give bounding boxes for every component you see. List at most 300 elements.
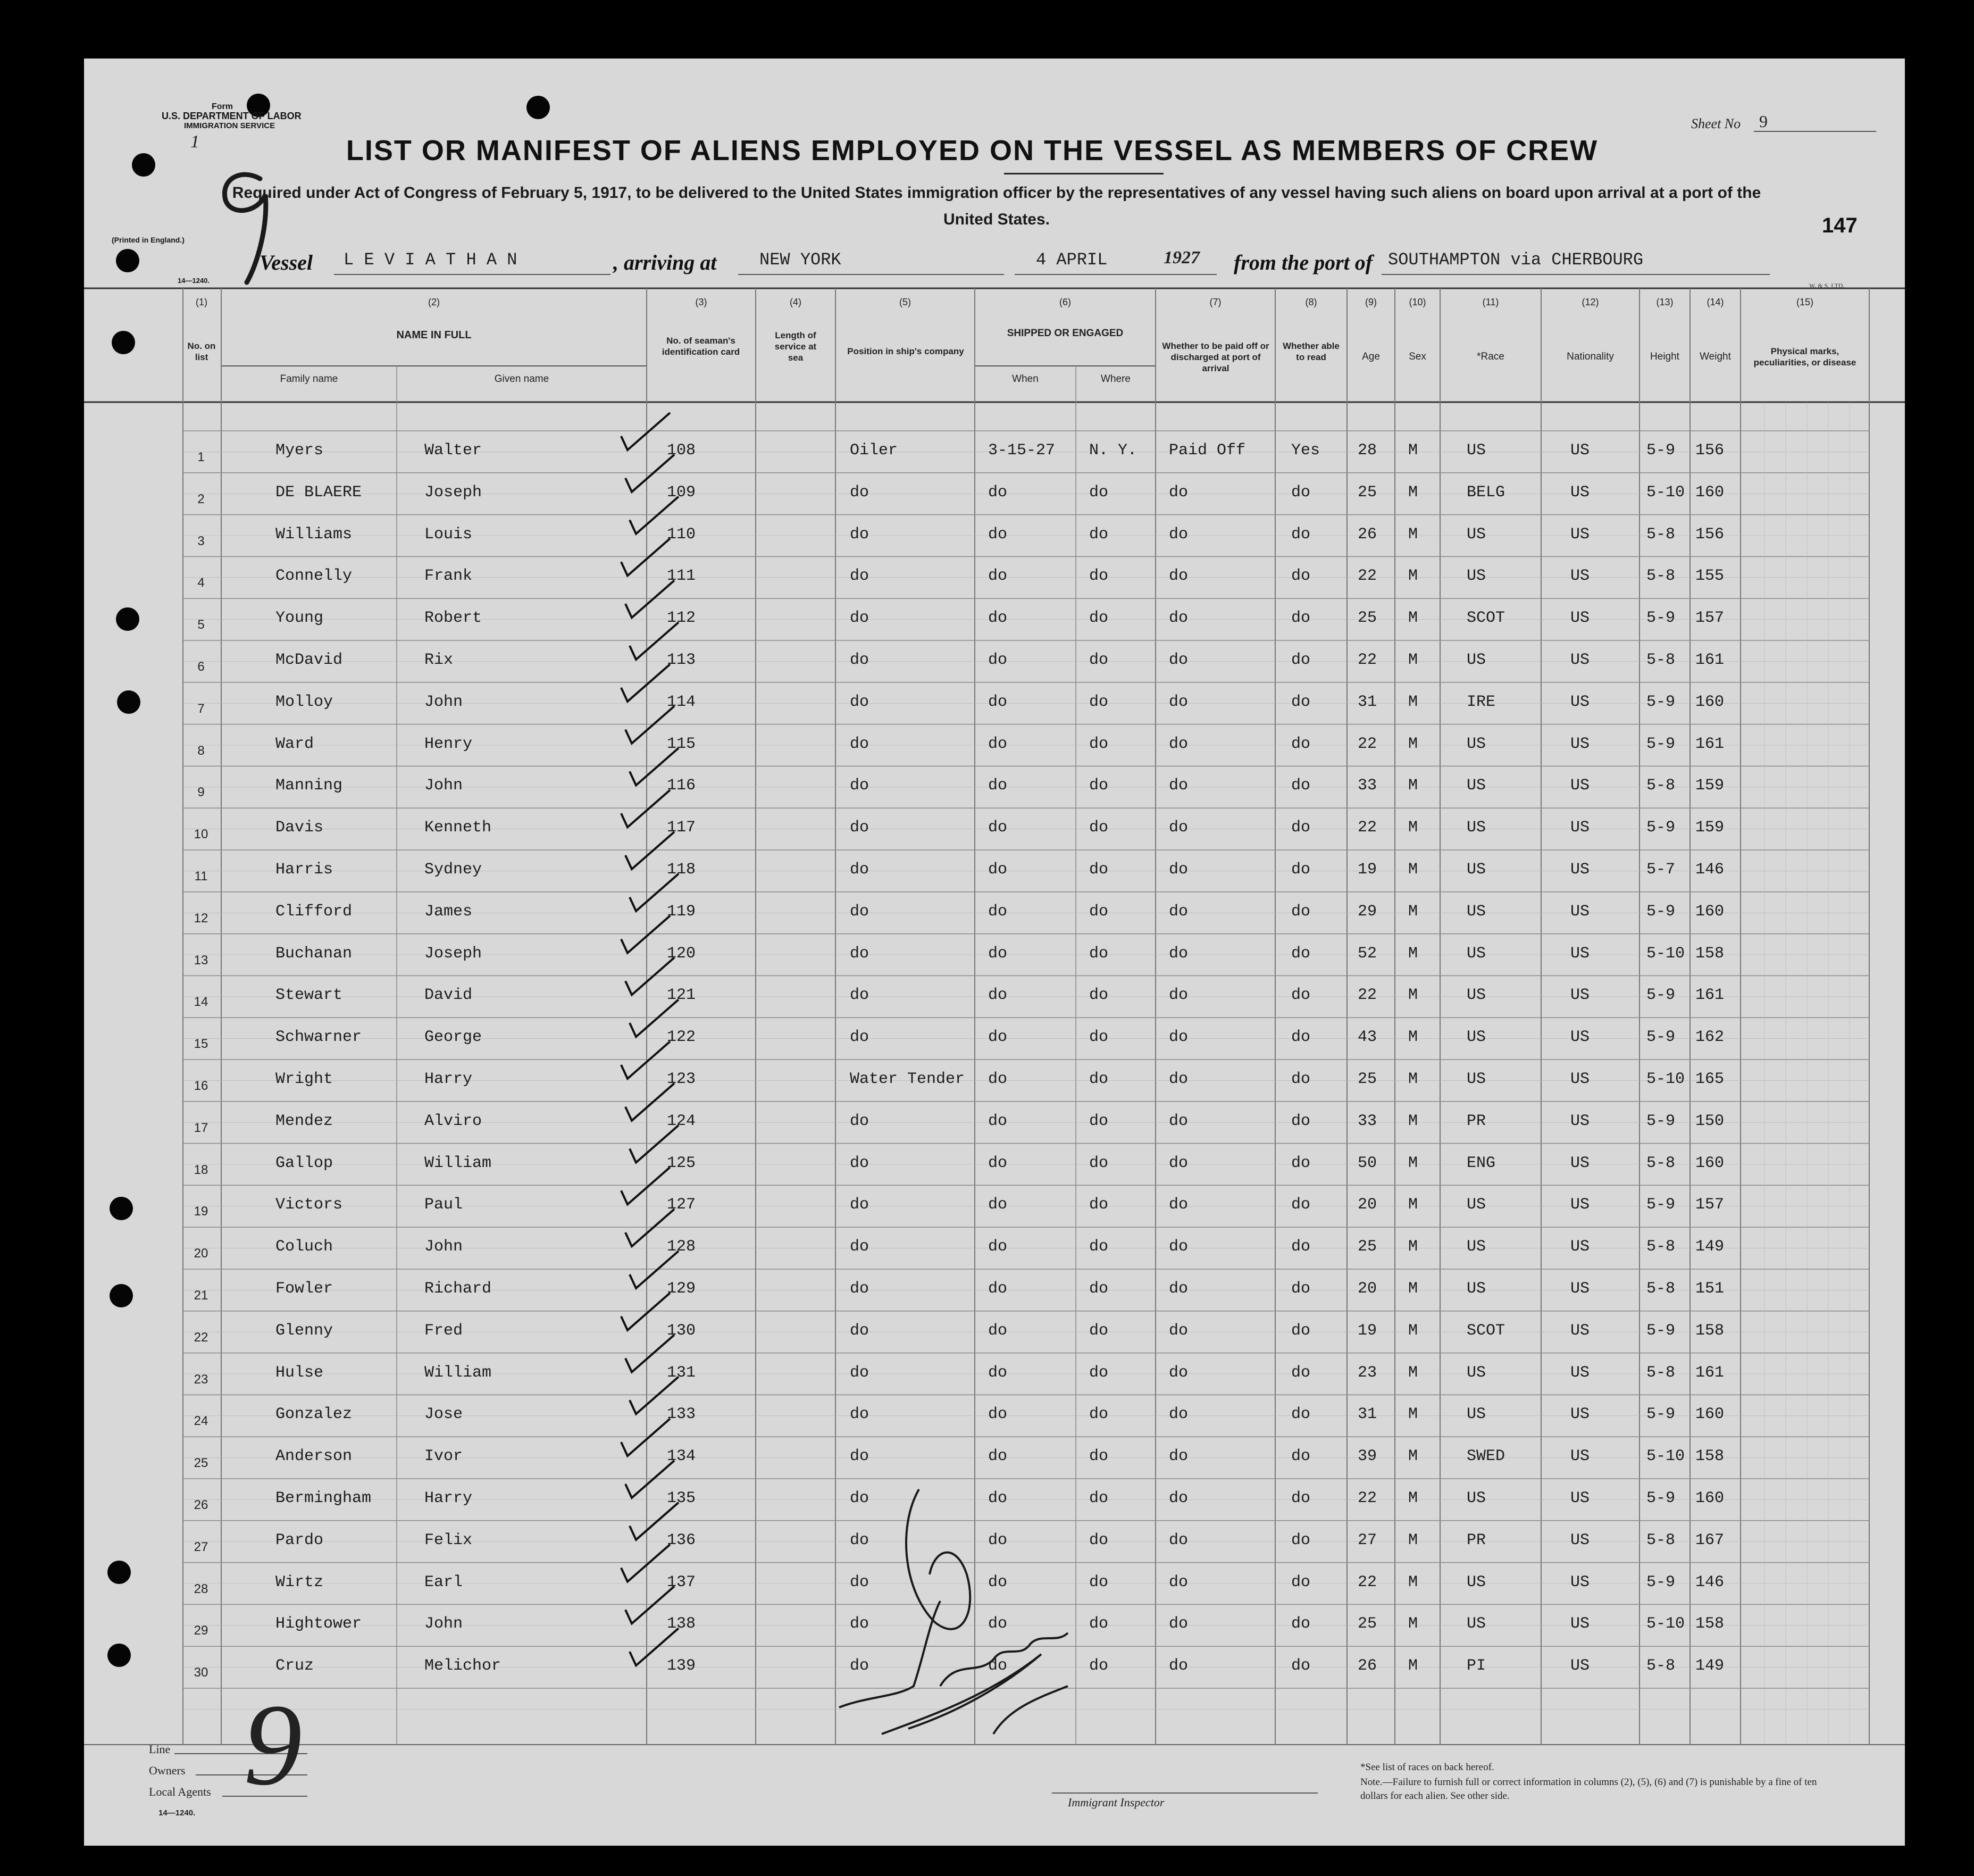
- position-cell: do: [850, 735, 869, 753]
- card-number-cell: 137: [667, 1573, 696, 1591]
- height-cell: 5-8: [1646, 1154, 1676, 1172]
- family-name-cell: Ward: [275, 735, 314, 753]
- col2-number: (2): [428, 297, 440, 307]
- shipped-when-cell: do: [988, 902, 1008, 921]
- age-cell: 26: [1358, 1657, 1377, 1675]
- given-name-cell: Walter: [424, 441, 482, 460]
- table-row: [84, 1353, 1905, 1395]
- position-cell: do: [850, 693, 869, 711]
- able-to-read-cell: do: [1291, 1573, 1311, 1591]
- family-name-cell: Fowler: [275, 1280, 333, 1298]
- sex-cell: M: [1408, 1657, 1418, 1675]
- card-number-cell: 130: [667, 1321, 696, 1340]
- paid-off-cell: do: [1169, 1447, 1189, 1466]
- given-name-cell: Frank: [424, 567, 473, 586]
- paid-off-cell: do: [1169, 609, 1189, 628]
- able-to-read-cell: do: [1291, 693, 1311, 711]
- able-to-read-cell: do: [1291, 567, 1311, 586]
- table-row: [84, 473, 1905, 515]
- shipped-where-cell: do: [1089, 777, 1109, 795]
- race-cell: PR: [1467, 1531, 1486, 1549]
- height-cell: 5-8: [1646, 1531, 1676, 1549]
- card-number-cell: 139: [667, 1657, 696, 1675]
- nationality-cell: US: [1570, 1070, 1590, 1088]
- shipped-where-cell: do: [1089, 1405, 1109, 1424]
- shipped-when-cell: do: [988, 735, 1008, 753]
- nationality-cell: US: [1570, 693, 1590, 711]
- able-to-read-cell: do: [1291, 861, 1311, 879]
- shipped-when-cell: do: [988, 944, 1008, 963]
- footer-agents-label: Local Agents: [149, 1785, 211, 1798]
- paid-off-cell: do: [1169, 1363, 1189, 1382]
- able-to-read-cell: Yes: [1291, 441, 1320, 460]
- race-cell: SWED: [1467, 1447, 1505, 1466]
- given-name-cell: John: [424, 1238, 463, 1256]
- col6-header: SHIPPED OR ENGAGED: [1007, 328, 1124, 339]
- age-cell: 22: [1358, 986, 1377, 1005]
- weight-cell: 151: [1695, 1280, 1725, 1298]
- shipped-when-cell: do: [988, 1112, 1008, 1130]
- race-cell: SCOT: [1467, 609, 1505, 628]
- race-cell: US: [1467, 651, 1486, 669]
- shipped-where-cell: do: [1089, 902, 1109, 921]
- table-row: [84, 1102, 1905, 1144]
- col2-given-header: Given name: [494, 373, 549, 385]
- height-cell: 5-8: [1646, 525, 1676, 544]
- weight-cell: 160: [1695, 902, 1725, 921]
- height-cell: 5-10: [1646, 944, 1685, 963]
- paid-off-cell: do: [1169, 1238, 1189, 1256]
- weight-cell: 146: [1695, 861, 1725, 879]
- age-cell: 26: [1358, 525, 1377, 544]
- race-cell: BELG: [1467, 483, 1505, 502]
- table-row: [84, 934, 1905, 976]
- paid-off-cell: do: [1169, 944, 1189, 963]
- row-number-cell: 23: [194, 1372, 208, 1387]
- shipped-where-cell: do: [1089, 1615, 1109, 1633]
- col7-number: (7): [1209, 297, 1222, 307]
- card-number-cell: 135: [667, 1489, 696, 1507]
- page-title: LIST OR MANIFEST OF ALIENS EMPLOYED ON THE VESSEL AS MEMBERS OF CREW: [346, 135, 1599, 166]
- height-cell: 5-9: [1646, 735, 1676, 753]
- age-cell: 50: [1358, 1154, 1377, 1172]
- table-row: [84, 598, 1905, 640]
- height-cell: 5-8: [1646, 1238, 1676, 1256]
- card-number-cell: 117: [667, 819, 696, 837]
- paid-off-cell: do: [1169, 777, 1189, 795]
- card-number-cell: 120: [667, 944, 696, 963]
- nationality-cell: US: [1570, 735, 1590, 753]
- weight-cell: 167: [1695, 1531, 1725, 1549]
- shipped-where-cell: do: [1089, 1447, 1109, 1466]
- card-number-cell: 121: [667, 986, 696, 1005]
- shipped-when-cell: do: [988, 609, 1008, 628]
- sex-cell: M: [1408, 1447, 1418, 1466]
- row-number-cell: 18: [194, 1162, 208, 1177]
- shipped-when-cell: do: [988, 1028, 1008, 1047]
- nationality-cell: US: [1570, 1112, 1590, 1130]
- paid-off-cell: do: [1169, 1531, 1189, 1549]
- sex-cell: M: [1408, 651, 1418, 669]
- shipped-where-cell: do: [1089, 483, 1109, 502]
- family-name-cell: Schwarner: [275, 1028, 362, 1047]
- col14-header: Weight: [1700, 351, 1731, 362]
- paid-off-cell: do: [1169, 1405, 1189, 1424]
- row-number-cell: 21: [194, 1288, 208, 1303]
- shipped-when-cell: do: [988, 1363, 1008, 1382]
- height-cell: 5-8: [1646, 777, 1676, 795]
- nationality-cell: US: [1570, 1447, 1590, 1466]
- nationality-cell: US: [1570, 1405, 1590, 1424]
- sex-cell: M: [1408, 986, 1418, 1005]
- height-cell: 5-10: [1646, 1070, 1685, 1088]
- shipped-where-cell: do: [1089, 1070, 1109, 1088]
- height-cell: 5-9: [1646, 902, 1676, 921]
- form-label: Form: [212, 102, 233, 111]
- family-name-cell: Hightower: [275, 1615, 362, 1633]
- given-name-cell: Rix: [424, 651, 454, 669]
- weight-cell: 160: [1695, 1154, 1725, 1172]
- position-cell: Water Tender: [850, 1070, 965, 1088]
- card-number-cell: 111: [667, 567, 696, 586]
- col1-header: No. on list: [187, 341, 216, 362]
- position-cell: do: [850, 1321, 869, 1340]
- height-cell: 5-7: [1646, 861, 1676, 879]
- family-name-cell: Glenny: [275, 1321, 333, 1340]
- col14-number: (14): [1707, 297, 1724, 307]
- given-name-cell: James: [424, 902, 473, 921]
- card-number-cell: 114: [667, 693, 696, 711]
- height-cell: 5-9: [1646, 1028, 1676, 1047]
- table-row: [84, 1185, 1905, 1227]
- penalty-note: Note.—Failure to furnish full or correct information in columns (2), (5), (6) and (7) is punishable by a fine of ten dollars for each alien. See other side.: [1360, 1777, 1817, 1802]
- inspector-signature: [818, 1484, 1116, 1750]
- age-cell: 25: [1358, 483, 1377, 502]
- card-number-cell: 115: [667, 735, 696, 753]
- col1-number: (1): [196, 297, 207, 307]
- height-cell: 5-8: [1646, 1363, 1676, 1382]
- family-name-cell: Anderson: [275, 1447, 353, 1466]
- sex-cell: M: [1408, 1405, 1418, 1424]
- given-name-cell: Felix: [424, 1531, 473, 1549]
- weight-cell: 156: [1695, 525, 1725, 544]
- shipped-where-cell: do: [1089, 1280, 1109, 1298]
- sex-cell: M: [1408, 944, 1418, 963]
- position-cell: do: [850, 567, 869, 586]
- card-number-cell: 138: [667, 1615, 696, 1633]
- paid-off-cell: do: [1169, 1196, 1189, 1214]
- family-name-cell: Buchanan: [275, 944, 353, 963]
- nationality-cell: US: [1570, 902, 1590, 921]
- given-name-cell: Paul: [424, 1196, 463, 1214]
- position-cell: do: [850, 1196, 869, 1214]
- row-number-cell: 20: [194, 1246, 208, 1261]
- able-to-read-cell: do: [1291, 651, 1311, 669]
- shipped-where-cell: do: [1089, 1531, 1109, 1549]
- height-cell: 5-9: [1646, 986, 1676, 1005]
- able-to-read-cell: do: [1291, 525, 1311, 544]
- paid-off-cell: do: [1169, 651, 1189, 669]
- age-cell: 25: [1358, 609, 1377, 628]
- col10-header: Sex: [1409, 351, 1426, 362]
- shipped-where-cell: do: [1089, 944, 1109, 963]
- col13-header: Height: [1650, 351, 1679, 362]
- col8-header: Whether able to read: [1283, 341, 1340, 362]
- row-number-cell: 27: [194, 1539, 208, 1554]
- col8-number: (8): [1305, 297, 1317, 307]
- height-cell: 5-8: [1646, 651, 1676, 669]
- height-cell: 5-9: [1646, 1489, 1676, 1507]
- footer-form-number: 14—1240.: [158, 1808, 196, 1817]
- nationality-cell: US: [1570, 567, 1590, 586]
- card-number-cell: 118: [667, 861, 696, 879]
- col3-header: No. of seaman's identification card: [662, 336, 740, 357]
- race-cell: PI: [1467, 1657, 1486, 1675]
- sex-cell: M: [1408, 777, 1418, 795]
- weight-cell: 161: [1695, 735, 1725, 753]
- age-cell: 22: [1358, 567, 1377, 586]
- sheet-number: 9: [1759, 112, 1768, 131]
- weight-cell: 160: [1695, 483, 1725, 502]
- row-number-cell: 16: [194, 1079, 208, 1093]
- given-name-cell: Ivor: [424, 1447, 463, 1466]
- race-cell: US: [1467, 819, 1486, 837]
- manifest-sheet: [84, 59, 1905, 1846]
- weight-cell: 158: [1695, 944, 1725, 963]
- age-cell: 22: [1358, 735, 1377, 753]
- row-number-cell: 6: [197, 660, 205, 674]
- given-name-cell: Jose: [424, 1405, 463, 1424]
- table-row: [84, 1437, 1905, 1479]
- table-row: [84, 431, 1905, 473]
- shipped-where-cell: do: [1089, 986, 1109, 1005]
- age-cell: 22: [1358, 1573, 1377, 1591]
- col2-family-header: Family name: [280, 373, 338, 385]
- able-to-read-cell: do: [1291, 735, 1311, 753]
- paid-off-cell: do: [1169, 1154, 1189, 1172]
- col13-number: (13): [1656, 297, 1674, 307]
- col15-number: (15): [1796, 297, 1813, 307]
- paid-off-cell: do: [1169, 735, 1189, 753]
- row-number-cell: 15: [194, 1037, 208, 1052]
- weight-cell: 162: [1695, 1028, 1725, 1047]
- position-cell: do: [850, 1573, 869, 1591]
- able-to-read-cell: do: [1291, 1615, 1311, 1633]
- table-row: [84, 808, 1905, 850]
- given-name-cell: Alviro: [424, 1112, 482, 1130]
- able-to-read-cell: do: [1291, 1363, 1311, 1382]
- position-cell: do: [850, 819, 869, 837]
- race-cell: US: [1467, 1615, 1486, 1633]
- position-cell: do: [850, 525, 869, 544]
- shipped-where-cell: do: [1089, 1657, 1109, 1675]
- height-cell: 5-10: [1646, 1447, 1685, 1466]
- given-name-cell: Harry: [424, 1070, 473, 1088]
- footer-owners-label: Owners: [149, 1764, 186, 1777]
- position-cell: do: [850, 986, 869, 1005]
- position-cell: do: [850, 1489, 869, 1507]
- sex-cell: M: [1408, 609, 1418, 628]
- race-cell: US: [1467, 777, 1486, 795]
- shipped-where-cell: do: [1089, 1321, 1109, 1340]
- weight-cell: 158: [1695, 1321, 1725, 1340]
- paid-off-cell: do: [1169, 1070, 1189, 1088]
- given-name-cell: Fred: [424, 1321, 463, 1340]
- shipped-when-cell: do: [988, 986, 1008, 1005]
- card-number-cell: 136: [667, 1531, 696, 1549]
- nationality-cell: US: [1570, 819, 1590, 837]
- given-name-cell: John: [424, 777, 463, 795]
- shipped-when-cell: do: [988, 693, 1008, 711]
- shipped-where-cell: do: [1089, 1238, 1109, 1256]
- weight-cell: 161: [1695, 986, 1725, 1005]
- shipped-where-cell: do: [1089, 1363, 1109, 1382]
- shipped-when-cell: 3-15-27: [988, 441, 1056, 460]
- able-to-read-cell: do: [1291, 819, 1311, 837]
- sex-cell: M: [1408, 1615, 1418, 1633]
- shipped-when-cell: do: [988, 651, 1008, 669]
- department-label: U.S. DEPARTMENT OF LABOR: [162, 111, 302, 121]
- able-to-read-cell: do: [1291, 1070, 1311, 1088]
- given-name-cell: Kenneth: [424, 819, 492, 837]
- family-name-cell: Davis: [275, 819, 324, 837]
- family-name-cell: Wirtz: [275, 1573, 324, 1591]
- height-cell: 5-10: [1646, 1615, 1685, 1633]
- able-to-read-cell: do: [1291, 1321, 1311, 1340]
- printer-mark: W. & S. LTD.: [1809, 282, 1845, 289]
- shipped-when-cell: do: [988, 1447, 1008, 1466]
- shipped-where-cell: do: [1089, 861, 1109, 879]
- col6-number: (6): [1059, 297, 1071, 307]
- race-cell: US: [1467, 1573, 1486, 1591]
- sex-cell: M: [1408, 1112, 1418, 1130]
- col12-header: Nationality: [1567, 351, 1614, 362]
- card-number-cell: 125: [667, 1154, 696, 1172]
- position-cell: do: [850, 1280, 869, 1298]
- race-cell: IRE: [1467, 693, 1496, 711]
- able-to-read-cell: do: [1291, 483, 1311, 502]
- age-cell: 52: [1358, 944, 1377, 963]
- family-name-cell: Harris: [275, 861, 333, 879]
- shipped-where-cell: do: [1089, 609, 1109, 628]
- shipped-when-cell: do: [988, 1489, 1008, 1507]
- height-cell: 5-9: [1646, 1112, 1676, 1130]
- weight-cell: 165: [1695, 1070, 1725, 1088]
- row-number-cell: 12: [194, 911, 208, 926]
- race-cell: US: [1467, 861, 1486, 879]
- able-to-read-cell: do: [1291, 1447, 1311, 1466]
- shipped-where-cell: do: [1089, 819, 1109, 837]
- position-cell: do: [850, 1112, 869, 1130]
- shipped-where-cell: do: [1089, 651, 1109, 669]
- row-number-cell: 14: [194, 995, 208, 1010]
- weight-cell: 146: [1695, 1573, 1725, 1591]
- shipped-when-cell: do: [988, 819, 1008, 837]
- service-label: IMMIGRATION SERVICE: [184, 121, 275, 130]
- race-cell: US: [1467, 567, 1486, 586]
- able-to-read-cell: do: [1291, 1405, 1311, 1424]
- row-number-cell: 29: [194, 1623, 208, 1638]
- paid-off-cell: do: [1169, 525, 1189, 544]
- paid-off-cell: do: [1169, 1657, 1189, 1675]
- row-number-cell: 11: [194, 869, 208, 883]
- age-cell: 39: [1358, 1447, 1377, 1466]
- nationality-cell: US: [1570, 986, 1590, 1005]
- col4-number: (4): [790, 297, 801, 307]
- arrival-year: 1927: [1164, 248, 1200, 268]
- family-name-cell: Wright: [275, 1070, 333, 1088]
- family-name-cell: Manning: [275, 777, 343, 795]
- table-row: [84, 1311, 1905, 1353]
- nationality-cell: US: [1570, 609, 1590, 628]
- age-cell: 27: [1358, 1531, 1377, 1549]
- family-name-cell: Myers: [275, 441, 324, 460]
- weight-cell: 157: [1695, 609, 1725, 628]
- weight-cell: 159: [1695, 819, 1725, 837]
- race-cell: US: [1467, 1405, 1486, 1424]
- position-cell: do: [850, 1154, 869, 1172]
- col15-header: Physical marks, peculiarities, or disease: [1753, 346, 1856, 368]
- nationality-cell: US: [1570, 1196, 1590, 1214]
- sex-cell: M: [1408, 1280, 1418, 1298]
- nationality-cell: US: [1570, 441, 1590, 460]
- family-name-cell: Clifford: [275, 902, 353, 921]
- sex-cell: M: [1408, 483, 1418, 502]
- race-cell: US: [1467, 735, 1486, 753]
- paid-off-cell: do: [1169, 902, 1189, 921]
- position-cell: do: [850, 1531, 869, 1549]
- sex-cell: M: [1408, 1573, 1418, 1591]
- weight-cell: 158: [1695, 1447, 1725, 1466]
- card-number-cell: 124: [667, 1112, 696, 1130]
- given-name-cell: William: [424, 1154, 492, 1172]
- position-cell: do: [850, 483, 869, 502]
- shipped-when-cell: do: [988, 483, 1008, 502]
- family-name-cell: Coluch: [275, 1238, 333, 1256]
- race-cell: ENG: [1467, 1154, 1496, 1172]
- race-cell: US: [1467, 1238, 1486, 1256]
- able-to-read-cell: do: [1291, 1238, 1311, 1256]
- weight-cell: 160: [1695, 1489, 1725, 1507]
- vessel-label: Vessel: [260, 251, 313, 274]
- weight-cell: 149: [1695, 1657, 1725, 1675]
- age-cell: 22: [1358, 1489, 1377, 1507]
- table-row: [84, 1395, 1905, 1437]
- height-cell: 5-9: [1646, 1196, 1676, 1214]
- family-name-cell: Connelly: [275, 567, 353, 586]
- sex-cell: M: [1408, 1196, 1418, 1214]
- shipped-when-cell: do: [988, 567, 1008, 586]
- card-number-cell: 119: [667, 902, 696, 921]
- table-row: [84, 892, 1905, 934]
- paid-off-cell: do: [1169, 483, 1189, 502]
- able-to-read-cell: do: [1291, 944, 1311, 963]
- race-cell: US: [1467, 441, 1486, 460]
- from-port-label: from the port of: [1234, 251, 1373, 274]
- card-number-cell: 113: [667, 651, 696, 669]
- age-cell: 33: [1358, 777, 1377, 795]
- family-name-cell: Stewart: [275, 986, 343, 1005]
- weight-cell: 156: [1695, 441, 1725, 460]
- able-to-read-cell: do: [1291, 1489, 1311, 1507]
- shipped-when-cell: do: [988, 861, 1008, 879]
- nationality-cell: US: [1570, 1615, 1590, 1633]
- sex-cell: M: [1408, 1321, 1418, 1340]
- age-cell: 19: [1358, 1321, 1377, 1340]
- table-row: [84, 556, 1905, 598]
- shipped-where-cell: do: [1089, 1196, 1109, 1214]
- row-number-cell: 22: [194, 1330, 208, 1345]
